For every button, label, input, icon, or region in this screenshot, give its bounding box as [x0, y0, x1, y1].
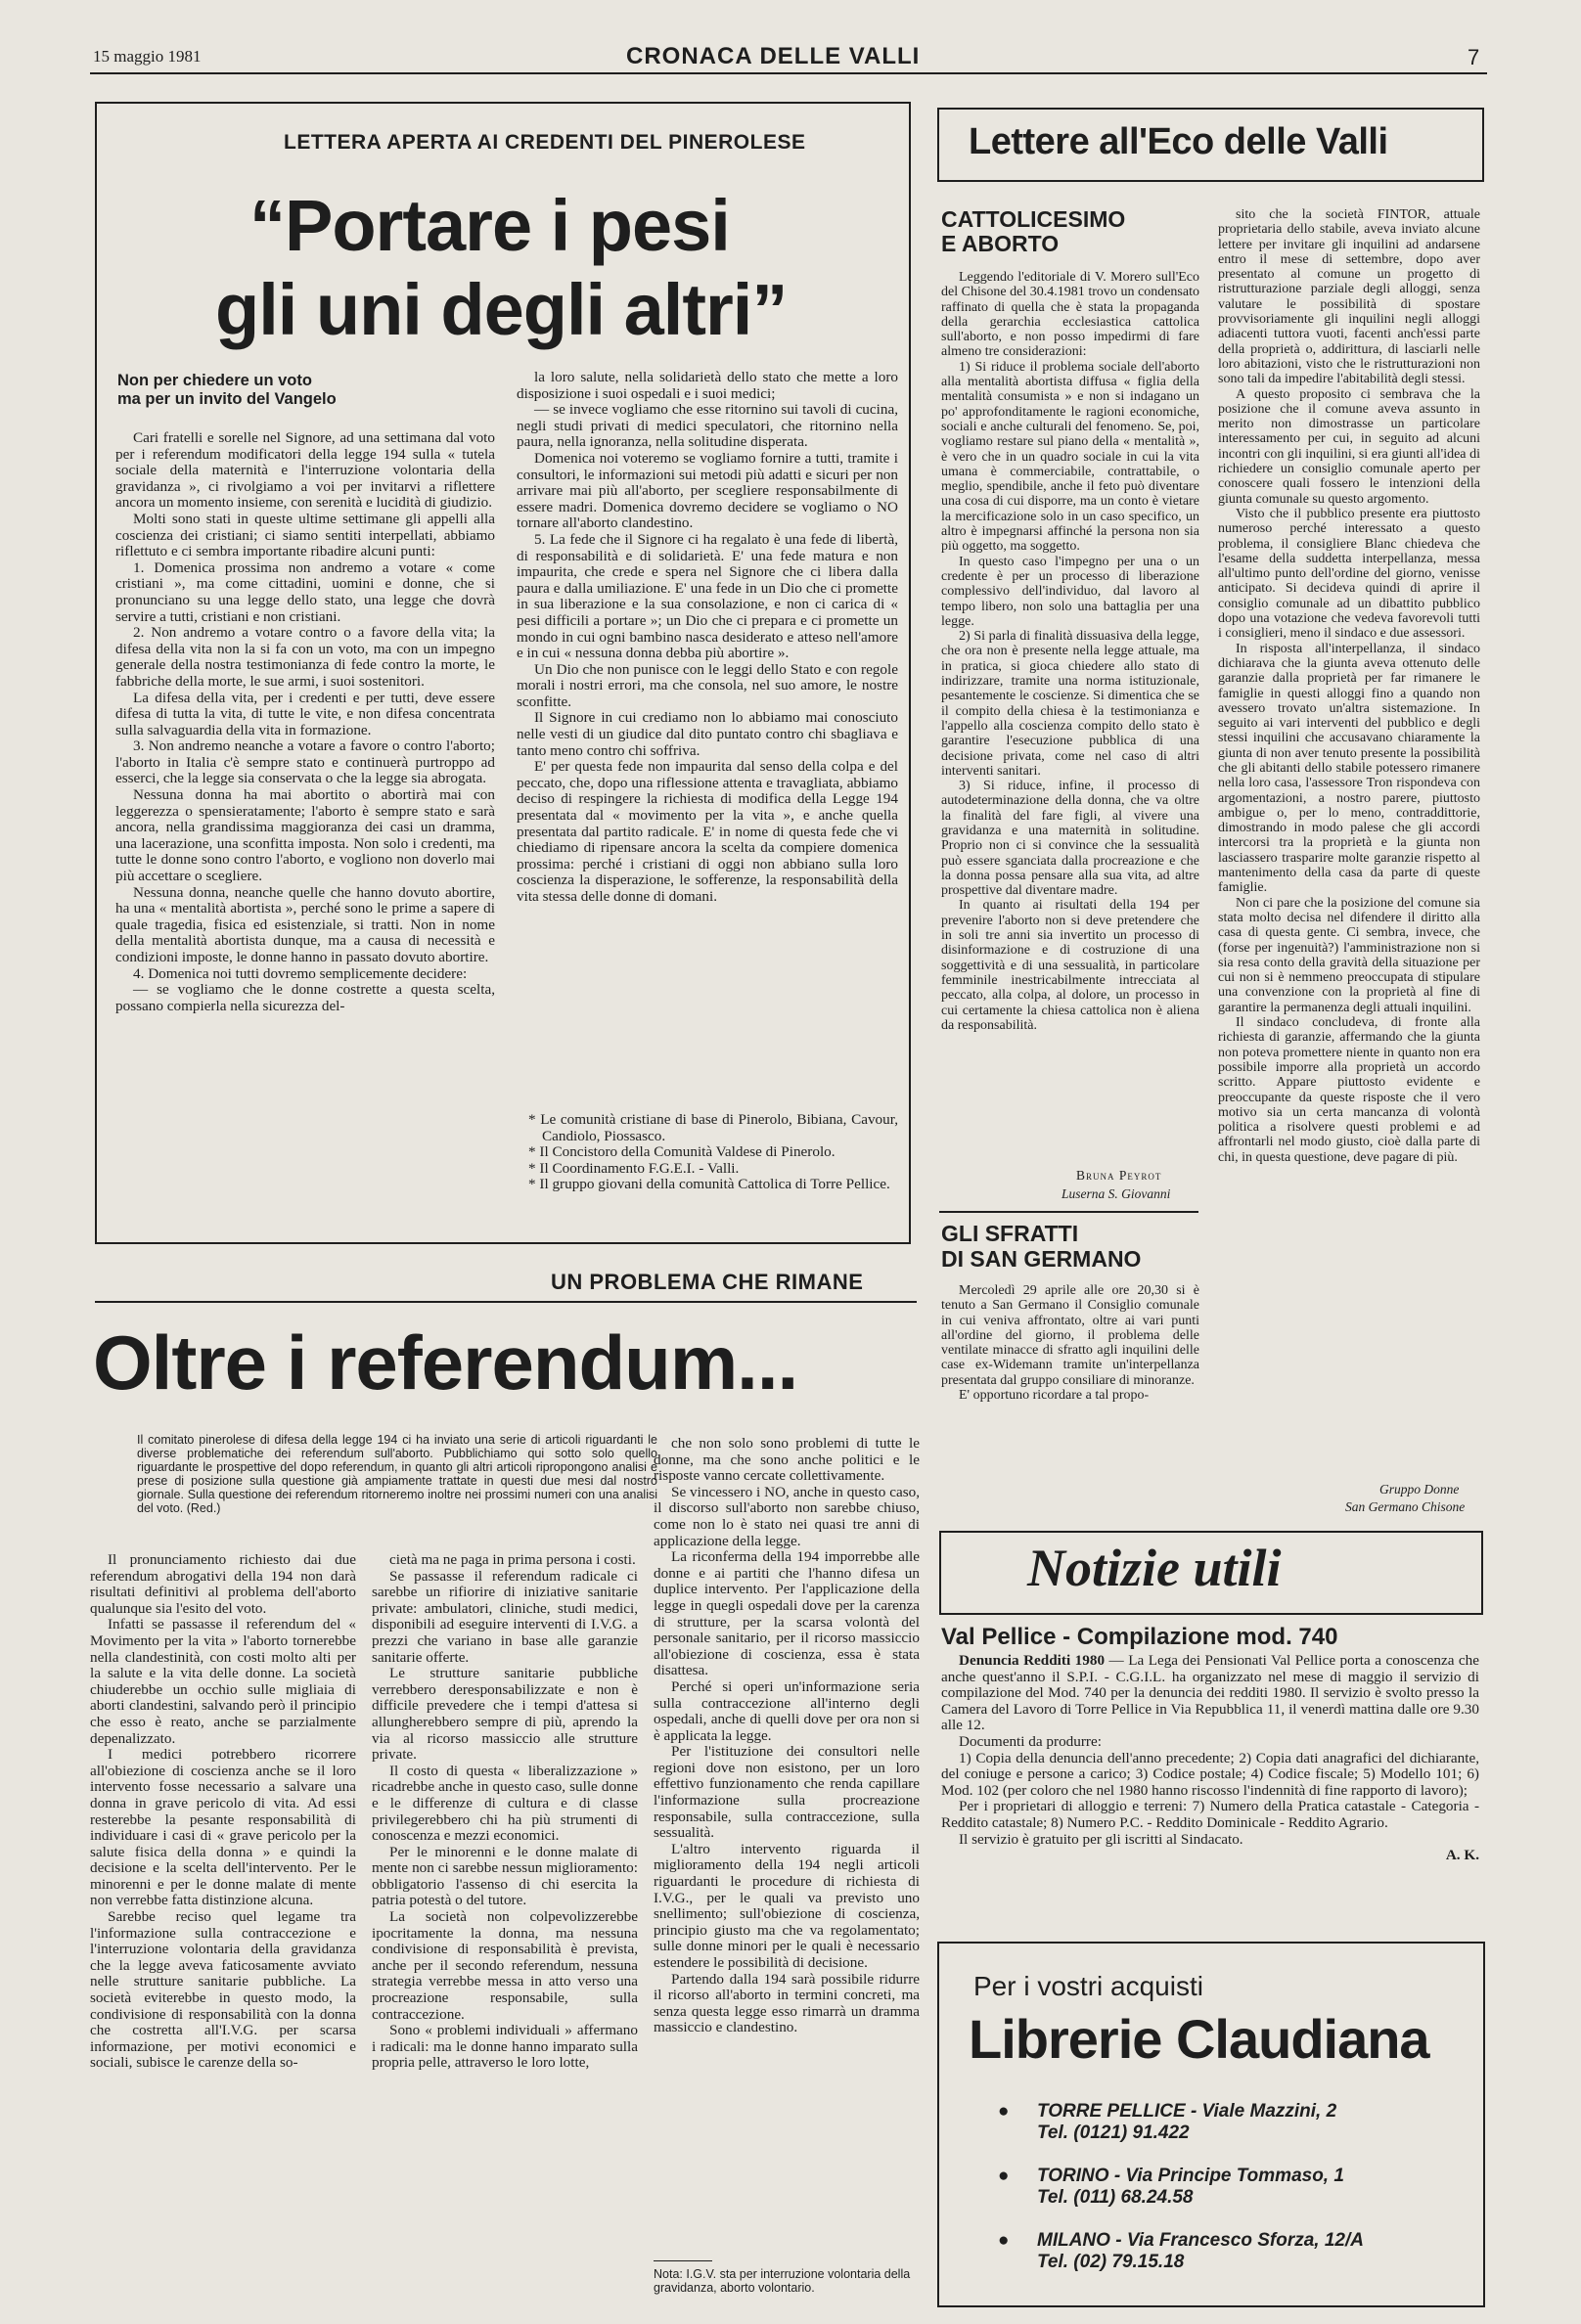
notizie-body — [941, 1653, 1479, 1919]
paragraph: La difesa della vita, per i credenti e per tutti, deve essere difesa di tutta la vita, di tutte le vite, e non difesa concentrata sulla salvaguardia della vita in formazione. — [115, 689, 495, 738]
lettera-subhead — [117, 372, 337, 409]
referendum-column-3 — [654, 1436, 920, 2259]
paragraph: In quanto ai risultati della 194 per prevenire l'aborto non si deve pretendere che in soli tre anni sia invertito un processo di disinformazione e di costruzione di una soggettività e di una sessualità, in particolare femminile inestricabilmente intrecciata al peccato, alla colpa, al dolore, un processo in cui certamente la chiesa cattolica non è aliena da responsabilità. — [941, 898, 1199, 1033]
paragraph: cietà ma ne paga in prima persona i costi. — [389, 1552, 636, 1568]
lettera-subhead-line2: ma per un invito del Vangelo — [117, 390, 337, 408]
lettera-column-2 — [517, 370, 898, 1109]
page-number: 7 — [1468, 45, 1480, 69]
gruppo-donne-signature-line2: San Germano Chisone — [1345, 1499, 1466, 1514]
newspaper-name: CRONACA DELLE VALLI — [626, 43, 921, 69]
cattolicesimo-title-line2: E ABORTO — [941, 231, 1060, 256]
lettera-signatories — [528, 1112, 898, 1228]
paragraph: Nessuna donna, neanche quelle che hanno dovuto abortire, ha una « mentalità abortista », perché sono le prime a sapere di quale tragedia, fisica ed esistenziale, si tratti. Non in nome della mentalità abortista dunque, ma a causa di necessità e condizioni imposte, le donne hanno in passato dovuto abortire. — [115, 883, 495, 965]
paragraph: Se vincessero i NO, anche in questo caso, il discorso sull'aborto non sarebbe chiuso, come non lo è stato nei quasi tre anni di applicazione della legge. — [654, 1483, 920, 1549]
sfratti-title-line2: DI SAN GERMANO — [941, 1246, 1142, 1272]
referendum-intro: Il comitato pinerolese di difesa della legge 194 ci ha inviato una serie di articoli riguardanti le diverse problematiche dei referendum sull'aborto. Pubblichiamo qui sotto solo quello riguardante le prospettive del dopo referendum, in quanto gli altri articoli ripropongono analisi e prese di posizione sulla questione già ampiamente trattate in questi due mesi dal nostro giornale. Sulla questione dei referendum ritorneremo inoltre nei prossimi numeri con una analisi del voto. (Red.) — [137, 1433, 657, 1515]
sfratti-title-line1: GLI SFRATTI — [941, 1221, 1079, 1246]
bullet-icon: ● — [998, 2101, 1010, 2122]
store-phone: Tel. (011) 68.24.58 — [1037, 2187, 1194, 2208]
paragraph: Se passasse il referendum radicale ci sarebbe un rifiorire di iniziative sanitarie private: ambulatori, cliniche, studi medici, disponibili ad eseguire interventi di I.V.G. a prezzi che variano in base alle garanzie sanitarie offerte. — [372, 1567, 638, 1666]
store-phone: Tel. (02) 79.15.18 — [1037, 2252, 1185, 2272]
paragraph: Le strutture sanitarie pubbliche verrebbero deresponsabilizzate e non è difficile prevedere che i tempi d'attesa si allungherebbero sempre di più, aprendo la via al ricorso massiccio alle strutture private. — [372, 1665, 638, 1764]
notizie-body-lead: Denuncia Redditi 1980 — [959, 1653, 1106, 1669]
referendum-column-1 — [90, 1552, 356, 2307]
referendum-title: Oltre i referendum... — [93, 1319, 798, 1406]
notizie-owners: Per i proprietari di alloggio e terreni: 7) Numero della Pratica catastale - Categoria - Reddito catastale; 8) Numero P.C. - Reddito Dominicale - Reddito Agrario. — [941, 1798, 1479, 1831]
paragraph: Per l'istituzione dei consultori nelle regioni dove non esistono, per un loro effettivo funzionamento che renda capillare l'informazione sulla procreazione responsabile, sulla contraccezione, sulla sessualità. — [654, 1743, 920, 1842]
signatory-text: Il Concistoro della Comunità Valdese di Pinerolo. — [539, 1143, 836, 1161]
notizie-initials: A. K. — [1445, 1847, 1479, 1864]
ad-store — [998, 2166, 1364, 2209]
paragraph: Leggendo l'editoriale di V. Morero sull'Eco del Chisone del 30.4.1981 trovo un condensato raffinato di quella che è stata la propaganda della gerarchia ecclesiastica cattolica sull'aborto, e non posso impedirmi di fare almeno tre considerazioni: — [941, 270, 1199, 360]
ad-store-list — [998, 2101, 1364, 2273]
notizie-body-text: — La Lega dei Pensionati Val Pellice porta a conoscenza che anche quest'anno il S.P.I. - C.G.I.L. ha organizzato nel mese di maggio il servizio di compilazione del Mod. 740 per la denuncia dei redditi 1980. Il servizio è svolto presso la Camera del Lavoro di Torre Pellice in Via Repubblica 11, il venerdì mattina dalle ore 9.30 alle 12. — [941, 1653, 1479, 1734]
separator — [939, 1211, 1198, 1213]
paragraph: In risposta all'interpellanza, il sindaco dichiarava che la giunta aveva ottenuto delle garanzie dalla proprietà per far rimanere le famiglie in questi alloggi fino a quando non avessero trovato un'altra sistemazione. In seguito ai vari interventi del pubblico e degli stessi inquilini che accusavano chiaramente la giunta di non aver tenuto presente la possibilità che gli abitanti dello stabile potessero rimanere nella loro casa, l'assessore Tron rispondeva con argomentazioni, a nostro parere, piuttosto ambigue o, per lo meno, contraddittorie, dimostrando in modo palese che gli accordi intercorsi tra la proprietà e la giunta non lasciassero trasparire molte garanzie rispetto al mantenimento della casa da parte di queste famiglie. — [1218, 641, 1480, 896]
ad-brand: Librerie Claudiana — [969, 2008, 1429, 2070]
paragraph: 2) Si parla di finalità dissuasiva della legge, che ora non è presente nella legge attuale, ma in pratica, si gioca chiedere allo stato di indirizzare, tramite una norma istituzionale, pesantemente le coscienze. Si dimentica che se il compito della chiesa è la testimonianza e l'appello alla coscienza compito dello stato è garantire l'esecuzione pubblica di una decisione privata, come nel caso di altri interventi sanitari. — [941, 629, 1199, 779]
paragraph: I medici potrebbero ricorrere all'obiezione di coscienza anche se il loro intervento fosse necessario a salvare una donna in grave pericolo di vita. Ad essi resterebbe la pesante responsabilità di individuare i casi di « grave pericolo per la salute fisica della donna » e quindi la decisione e la scelta dell'intervento. Per le minorenni e per le donne malate di mente non verrebbe fatta distinzione alcuna. — [90, 1746, 356, 1909]
paragraph: Sono « problemi individuali » affermano i radicali: ma le donne hanno imparato sulla propria pelle, attraverso le loro lotte, — [372, 2022, 638, 2072]
lettera-column-1 — [115, 430, 495, 1225]
signatory: * Il Concistoro della Comunità Valdese di Pinerolo. — [528, 1143, 836, 1161]
paragraph: 4. Domenica noi tutti dovremo semplicemente decidere: — [133, 964, 468, 982]
paragraph: Il costo di questa « liberalizzazione » ricadrebbe anche in questo caso, sulle donne e le differenze di cultura e di classe privilegerebbero chi ha più strumenti di conoscenza e mezzi economici. — [372, 1762, 638, 1845]
store-address: MILANO - Via Francesco Sforza, 12/A — [1037, 2230, 1364, 2251]
paragraph: L'altro intervento riguarda il miglioramento della 194 negli articoli riguardanti le procedure di richiesta di I.V.G., per le quali va previsto uno snellimento; sull'obiezione di coscienza, principio giusto ma che va regolamentato; sulle donne minori per le quali è necessario estendere le possibilità di decisione. — [654, 1840, 920, 1971]
signatory: * Il gruppo giovani della comunità Cattolica di Torre Pellice. — [528, 1176, 890, 1193]
signatory-text: Il gruppo giovani della comunità Cattolica di Torre Pellice. — [539, 1176, 890, 1193]
signatory: * Il Coordinamento F.G.E.I. - Valli. — [528, 1159, 740, 1177]
lettera-title-line1: “Portare i pesi — [249, 185, 730, 266]
paragraph: sito che la società FINTOR, attuale proprietaria dello stabile, aveva inviato alcune lettere per invitare gli inquilini ad andarsene entro il mese di settembre, dopo aver presentato al comune un progetto di ristrutturazione parziale degli alloggi, senza valutare le possibilità di spostare provvisoriamente gli inquilini negli alloggi adiacenti tuttora vuoti, facenti anch'essi parte della proprietà o, addirittura, di lasciarli nelle loro abitazioni, visto che le ristrutturazioni non sono tali da impedire l'abitabilità degli stessi. — [1218, 207, 1480, 387]
paragraph: 3) Si riduce, infine, il processo di autodeterminazione della donna, che va oltre la finalità del fare figli, al vivere una gravidanza e una maternità in solitudine. Proprio non ci si convince che la sessualità può essere sganciata dalla procreazione e che la donna possa pensare alla sua vita, ad altre prospettive dal diventare madre. — [941, 779, 1199, 899]
cattolicesimo-title-line1: CATTOLICESIMO — [941, 206, 1126, 232]
paragraph: la loro salute, nella solidarietà dello stato che mette a loro disposizione i suoi ospedali e i suoi medici; — [517, 370, 898, 402]
paragraph: — se vogliamo che le donne costrette a questa scelta, possano compierla nella sicurezza del- — [115, 981, 495, 1014]
cattolicesimo-signature: Bruna Peyrot — [1076, 1168, 1162, 1183]
lettera-kicker: LETTERA APERTA AI CREDENTI DEL PINEROLESE — [284, 131, 806, 154]
bullet-icon: ● — [998, 2230, 1010, 2251]
sfratti-column — [941, 1283, 1199, 1518]
masthead-rule — [90, 72, 1487, 74]
paragraph: Non ci pare che la posizione del comune sia stata molto decisa nel difendere il diritto alla casa di questa gente. Ci sembra, invece, che (forse per ingenuità?) l'amministrazione non si sia resa conto della gravità della situazione per cui non si è nemmeno preoccupata di stipulare una convenzione con la proprietà al fine di garantire la permanenza degli attuali inquilini. — [1218, 895, 1480, 1015]
paragraph: 1) Si riduce il problema sociale dell'aborto alla mentalità abortista diffusa « figlia della mentalità consumista » e non si indagano un po' approfonditamente le ragioni economiche, sociali e anche culturali del fenomeno. Se, poi, vogliamo restare sul piano della « mentalità », è vero che in un quadro sociale in cui la vita umana è commerciabile, contrattabile, o meglio, spendibile, anche il feto può diventare una cosa di cui disporre, ma un conto è vietare la mercificazione solo in un caso specifico, un altro è impegnarsi affinché la persona non sia più oggetto, ma soggetto. — [941, 359, 1199, 555]
paragraph: Il pronunciamento richiesto dai due referendum abrogativi della 194 non darà risultati definitivi al problema dell'aborto qualunque sia l'esito del voto. — [90, 1552, 356, 1617]
paragraph: Per le minorenni e le donne malate di mente non ci sarebbe nessun miglioramento: obbligatorio l'assenso di chi esercita la patria potestà o del tutore. — [372, 1843, 638, 1909]
paragraph: Sarebbe reciso quel legame tra l'informazione sulla contraccezione e l'interruzione volontaria della gravidanza che la legge aveva faticosamente avviato nelle strutture sanitarie pubbliche. La società eviterebbe in questo modo, la condivisione di responsabilità con la donna che costretta all'I.V.G. per scarsa informazione, per motivi economici e sociali, subisce le carenze della so- — [90, 1908, 356, 2072]
nota-rule — [654, 2260, 712, 2261]
lettera-title-line2: gli uni degli altri” — [215, 269, 788, 350]
paragraph: che non solo sono problemi di tutte le donne, ma che sono anche politici e le risposte vanno cercate collettivamente. — [654, 1436, 920, 1485]
paragraph: Un Dio che non punisce con le leggi dello Stato e con regole morali i nostri errori, ma che consola, nel suo amore, le nostre sconfitte. — [517, 660, 898, 710]
notizie-header: Notizie utili — [1027, 1539, 1282, 1597]
ad-store — [998, 2101, 1364, 2144]
paragraph: Perché si operi un'informazione seria sulla contraccezione all'interno degli ospedali, anche di quelli dove per ora non si è applicata la legge. — [654, 1677, 920, 1744]
referendum-kicker: UN PROBLEMA CHE RIMANE — [551, 1270, 864, 1294]
lettere-column-2 — [1218, 207, 1480, 1479]
lettera-subhead-line1: Non per chiedere un voto — [117, 372, 312, 389]
paragraph: Partendo dalla 194 sarà possibile ridurre il ricorso all'aborto in termini concreti, ma senza questa legge esso rimarrà un dramma massiccio e clandestino. — [654, 1970, 920, 2036]
paragraph: 3. Non andremo neanche a votare a favore o contro l'aborto; l'aborto in Italia c'è sempre stato e continuerà purtroppo ad esserci, che la legge sia conservata o che la legge sia abrogata. — [115, 737, 495, 787]
paragraph: Il Signore in cui crediamo non lo abbiamo mai conosciuto nelle vesti di un giudice dal dito puntato contro chi sbagliava e tanto meno contro chi soffriva. — [517, 709, 898, 759]
paragraph: 5. La fede che il Signore ci ha regalato è una fede di libertà, di responsabilità e di solidarietà. E' una fede matura e non impaurita, che crede e spera nel Signore che ci libera dalla paura e dalla umiliazione. E' una fede in un Dio che ci promette in sua liberazione e la sua consolazione, e non ci carica di « pesi difficili a portare »; un Dio che ci prepara e ci promette un mondo in cui ogni bambino nasca desiderato e atteso nell'amore e in cui « nessuna donna debba più abortire ». — [517, 530, 898, 662]
gruppo-donne-signature-line1: Gruppo Donne — [1379, 1482, 1460, 1497]
cattolicesimo-column — [941, 270, 1199, 1164]
paragraph: E' per questa fede non impaurita dal senso della colpa e del peccato, che, dopo una riflessione attenta e travagliata, abbiamo deciso di respingere la richiesta di modifica della Legge 194 presentata dal « movimento per la vita », e anche quella presentata dal partito radicale. E' in nome di questa fede che vi chiediamo di ripensare ancora la scelta da compiere domenica prossima: perché i cristiani di oggi non abbiano sulla loro coscienza la disperazione, le sofferenze, la responsabilità della vita stessa delle donne di domani. — [517, 758, 898, 905]
notizie-docs: 1) Copia della denuncia dell'anno precedente; 2) Copia dati anagrafici del dichiarante, del coniuge e persone a carico; 3) Codice postale; 4) Codice fiscale; 5) Modello 101; 6) Mod. 102 (per coloro che nel 1980 hanno riscosso l'indennità di fine rapporto di lavoro); — [941, 1749, 1479, 1799]
referendum-column-2 — [372, 1552, 638, 2307]
ad-store — [998, 2230, 1364, 2273]
issue-date: 15 maggio 1981 — [93, 47, 202, 66]
paragraph: Domenica noi voteremo se vogliamo fornire a tutti, tramite i consultori, le informazioni sui metodi più adatti e sicuri per non arrivare mai più all'aborto, per scegliere responsabilmente di essere madri. Domenica dovremo decidere se vogliamo o NO tornare all'aborto clandestino. — [517, 449, 898, 532]
signatory: * Le comunità cristiane di base di Pinerolo, Bibiana, Cavour, Candiolo, Piossasco. — [528, 1112, 898, 1144]
notizie-docs-intro: Documenti da produrre: — [959, 1732, 1102, 1750]
store-address: TORINO - Via Principe Tommaso, 1 — [1037, 2166, 1344, 2186]
cattolicesimo-title — [941, 207, 1125, 256]
separator — [95, 1301, 917, 1303]
store-address: TORRE PELLICE - Viale Mazzini, 2 — [1037, 2101, 1337, 2122]
paragraph: La riconferma della 194 imporrebbe alle donne e ai partiti che l'hanno difesa un duplice intervento. Per l'applicazione della legge in quegli ospedali dove per la carenza di strutture, per la scarsa volontà del personale sanitario, per il ricorso massiccio all'obiezione di coscienza, essa è stata disattesa. — [654, 1548, 920, 1679]
paragraph: 1. Domenica prossima non andremo a votare « come cristiani », ma come cittadini, uomini e donne, che si pronunciano su una legge dello stato, una legge che dovrà servire a tutti, cristiani e non cristiani. — [115, 559, 495, 625]
paragraph: E' opportuno ricordare a tal propo- — [959, 1388, 1150, 1404]
paragraph: La società non colpevolizzerebbe ipocritamente la donna, ma nessuna condivisione di responsabilità è prevista, anche per il secondo referendum, nessuna strategia verrebbe messa in atto verso una procreazione responsabile, sulla contraccezione. — [372, 1908, 638, 2023]
referendum-nota: Nota: I.G.V. sta per interruzione volontaria della gravidanza, aborto volontario. — [654, 2267, 911, 2295]
paragraph: Nessuna donna ha mai abortito o abortirà mai con leggerezza o spensieratamente; l'aborto è sempre stato e sarà ancora, nella grandissima maggioranza dei casi un dramma, una lacerazione, una sconfitta imposta. Non solo i credenti, ma tutte le donne sono contro l'aborto, e vogliono non doverlo mai più accettare o scegliere. — [115, 786, 495, 885]
sfratti-title — [941, 1221, 1141, 1272]
paragraph: Infatti se passasse il referendum del « Movimento per la vita » l'aborto tornerebbe nella clandestinità, con costi molto alti per la salute e la vita delle donne. La società chiuderebbe un occhio sulle migliaia di aborti clandestini, salvando però il principio che esso è reato, anche se parzialmente depenalizzato. — [90, 1616, 356, 1747]
signatory-text: Il Coordinamento F.G.E.I. - Valli. — [539, 1159, 740, 1177]
store-phone: Tel. (0121) 91.422 — [1037, 2123, 1190, 2143]
notizie-subtitle: Val Pellice - Compilazione mod. 740 — [941, 1624, 1338, 1650]
lettere-header: Lettere all'Eco delle Valli — [969, 121, 1388, 162]
paragraph: In questo caso l'impegno per una o un credente è per un processo di liberazione complessivo dell'individuo, dal lavoro al tempo libero, non solo una battaglia per una legge. — [941, 554, 1199, 629]
cattolicesimo-location: Luserna S. Giovanni — [1062, 1186, 1171, 1201]
paragraph: — se invece vogliamo che esse ritornino sui tavoli di cucina, negli studi privati di medici speculatori, che ritornino nella paura, nella ignoranza, nella solitudine disperata. — [517, 401, 898, 451]
bullet-icon: ● — [998, 2166, 1010, 2186]
paragraph: Mercoledì 29 aprile alle ore 20,30 si è tenuto a San Germano il Consiglio comunale in cui veniva affrontato, oltre ai vari punti all'ordine del giorno, il problema delle ventilate minacce di sfratto agli inquilini delle case ex-Widemann tramite un'interpellanza presentata dal gruppo consiliare di minoranze. — [941, 1283, 1199, 1388]
paragraph: Cari fratelli e sorelle nel Signore, ad una settimana dal voto per i referendum modificatori della legge 194 sulla « tutela sociale della maternità e l'interruzione volontaria della gravidanza », ci rivolgiamo a voi per invitarvi a riflettere ancora un momento insieme, con serenità e lucidità di giudizio. — [115, 430, 495, 512]
paragraph: Molti sono stati in queste ultime settimane gli appelli alla coscienza dei cristiani; ci siamo sentiti interpellati, abbiamo riflettuto e ci sembra importante ribadire alcuni punti: — [115, 510, 495, 560]
notizie-closing: Il servizio è gratuito per gli iscritti al Sindacato. — [959, 1830, 1243, 1848]
paragraph: 2. Non andremo a votare contro o a favore della vita; la difesa della vita non la si fa con un voto, ma con un impegno generale della nostra testimonianza di fede contro la morte, le fabbriche della morte, le sue armi, i suoi sostenitori. — [115, 624, 495, 690]
signatory-text: Le comunità cristiane di base di Pinerolo, Bibiana, Cavour, Candiolo, Piossasco. — [540, 1112, 898, 1144]
paragraph: Visto che il pubblico presente era piuttosto numeroso perché interessato a questo problema, il consigliere Blanc chiedeva che l'esame della suddetta interpellanza, messa all'ultimo punto dell'ordine del giorno, venisse anticipato. Si decideva quindi di aprire il consiglio comunale ad un dibattito pubblico dopo una votazione che vedeva favorevoli tutti i consiglieri, meno il sindaco e due assessori. — [1218, 506, 1480, 642]
ad-tagline: Per i vostri acquisti — [973, 1971, 1203, 2001]
paragraph: Il sindaco concludeva, di fronte alla richiesta di garanzie, affermando che la giunta non poteva promettere niente in quanto non era possibile imporre alla proprietà un accordo scritto. Appare piuttosto evidente e preoccupante da queste risposte che il vero motivo sia un certa mancanza di volontà politica a risolvere questi problemi e ad affrontarli nel modo giusto, cioè dalla parte di chi, in questa questione, deve pagare di più. — [1218, 1015, 1480, 1165]
paragraph: A questo proposito ci sembrava che la posizione che il comune aveva assunto in merito non dimostrasse un particolare interessamento per cui, in seguito ad alcuni incontri con gli inquilini, si era giunti all'idea di richiedere un consiglio comunale aperto per conoscere quali fossero le intenzioni della giunta comunale su questo argomento. — [1218, 386, 1480, 507]
